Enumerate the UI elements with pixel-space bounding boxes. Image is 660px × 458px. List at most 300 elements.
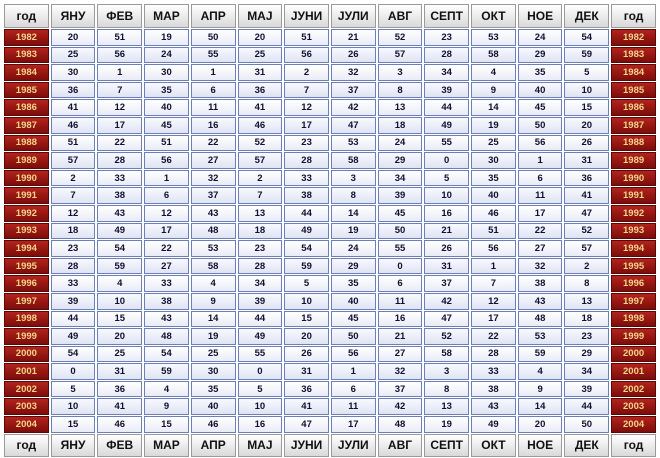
footer-month-10: ОКТ — [471, 434, 516, 457]
value-cell: 28 — [284, 152, 329, 169]
table-row — [4, 416, 656, 433]
value-cell: 2 — [51, 170, 96, 187]
year-month-table — [2, 3, 658, 458]
header-month-12: ДЕК — [564, 4, 609, 28]
value-cell: 55 — [378, 240, 423, 257]
value-cell: 48 — [191, 223, 236, 240]
value-cell: 10 — [284, 293, 329, 310]
value-cell: 8 — [564, 275, 609, 292]
value-cell: 32 — [331, 64, 376, 81]
value-cell: 43 — [144, 311, 189, 328]
value-cell: 12 — [471, 293, 516, 310]
value-cell: 41 — [284, 398, 329, 415]
year-cell-right: 1985 — [611, 82, 656, 99]
value-cell: 51 — [51, 135, 96, 152]
year-cell-right: 2002 — [611, 381, 656, 398]
value-cell: 31 — [424, 258, 469, 275]
table-row — [4, 223, 656, 240]
value-cell: 52 — [424, 328, 469, 345]
value-cell: 25 — [238, 47, 283, 64]
value-cell: 53 — [518, 328, 563, 345]
value-cell: 30 — [51, 64, 96, 81]
value-cell: 6 — [518, 170, 563, 187]
value-cell: 24 — [518, 29, 563, 46]
year-cell-left: 1992 — [4, 205, 49, 222]
value-cell: 47 — [564, 205, 609, 222]
value-cell: 46 — [471, 205, 516, 222]
value-cell: 24 — [144, 47, 189, 64]
value-cell: 23 — [424, 29, 469, 46]
value-cell: 11 — [191, 99, 236, 116]
value-cell: 28 — [471, 346, 516, 363]
value-cell: 34 — [564, 363, 609, 380]
value-cell: 2 — [238, 170, 283, 187]
value-cell: 4 — [144, 381, 189, 398]
value-cell: 45 — [518, 99, 563, 116]
value-cell: 35 — [331, 275, 376, 292]
value-cell: 58 — [331, 152, 376, 169]
value-cell: 13 — [424, 398, 469, 415]
value-cell: 3 — [424, 363, 469, 380]
value-cell: 8 — [378, 82, 423, 99]
value-cell: 43 — [518, 293, 563, 310]
value-cell: 45 — [144, 117, 189, 134]
value-cell: 9 — [144, 398, 189, 415]
value-cell: 31 — [238, 64, 283, 81]
value-cell: 56 — [97, 47, 142, 64]
value-cell: 46 — [97, 416, 142, 433]
value-cell: 10 — [238, 398, 283, 415]
table-row — [4, 117, 656, 134]
value-cell: 16 — [238, 416, 283, 433]
year-cell-left: 1990 — [4, 170, 49, 187]
value-cell: 9 — [191, 293, 236, 310]
value-cell: 14 — [518, 398, 563, 415]
value-cell: 50 — [518, 117, 563, 134]
value-cell: 49 — [424, 117, 469, 134]
value-cell: 52 — [564, 223, 609, 240]
table-row — [4, 258, 656, 275]
table-row — [4, 381, 656, 398]
header-month-4: АПР — [191, 4, 236, 28]
header-year-label-left: год — [4, 4, 49, 28]
value-cell: 26 — [284, 346, 329, 363]
table-row — [4, 99, 656, 116]
value-cell: 0 — [378, 258, 423, 275]
value-cell: 59 — [284, 258, 329, 275]
value-cell: 22 — [518, 223, 563, 240]
value-cell: 34 — [424, 64, 469, 81]
value-cell: 20 — [284, 328, 329, 345]
year-cell-left: 1986 — [4, 99, 49, 116]
year-cell-left: 1983 — [4, 47, 49, 64]
value-cell: 15 — [97, 311, 142, 328]
value-cell: 53 — [471, 29, 516, 46]
footer-month-1: ЯНУ — [51, 434, 96, 457]
year-cell-right: 1989 — [611, 152, 656, 169]
table-row — [4, 135, 656, 152]
value-cell: 41 — [97, 398, 142, 415]
table-row — [4, 82, 656, 99]
header-month-10: ОКТ — [471, 4, 516, 28]
year-cell-left: 1995 — [4, 258, 49, 275]
value-cell: 11 — [518, 187, 563, 204]
value-cell: 31 — [284, 363, 329, 380]
footer-month-9: СЕПТ — [424, 434, 469, 457]
value-cell: 56 — [331, 346, 376, 363]
value-cell: 32 — [518, 258, 563, 275]
value-cell: 43 — [97, 205, 142, 222]
footer-row — [4, 434, 656, 457]
value-cell: 59 — [144, 363, 189, 380]
value-cell: 27 — [144, 258, 189, 275]
value-cell: 35 — [471, 170, 516, 187]
value-cell: 42 — [424, 293, 469, 310]
value-cell: 37 — [191, 187, 236, 204]
value-cell: 19 — [144, 29, 189, 46]
year-cell-right: 1991 — [611, 187, 656, 204]
value-cell: 36 — [284, 381, 329, 398]
value-cell: 35 — [144, 82, 189, 99]
value-cell: 28 — [51, 258, 96, 275]
value-cell: 49 — [471, 416, 516, 433]
value-cell: 59 — [564, 47, 609, 64]
value-cell: 53 — [191, 240, 236, 257]
header-month-8: АВГ — [378, 4, 423, 28]
value-cell: 23 — [51, 240, 96, 257]
value-cell: 25 — [51, 47, 96, 64]
year-cell-right: 1986 — [611, 99, 656, 116]
value-cell: 20 — [564, 117, 609, 134]
value-cell: 16 — [191, 117, 236, 134]
year-cell-left: 2003 — [4, 398, 49, 415]
value-cell: 51 — [284, 29, 329, 46]
value-cell: 0 — [424, 152, 469, 169]
value-cell: 25 — [191, 346, 236, 363]
value-cell: 21 — [424, 223, 469, 240]
value-cell: 44 — [424, 99, 469, 116]
table-row — [4, 346, 656, 363]
header-month-2: ФЕВ — [97, 4, 142, 28]
value-cell: 11 — [378, 293, 423, 310]
value-cell: 21 — [331, 29, 376, 46]
year-cell-right: 2003 — [611, 398, 656, 415]
value-cell: 43 — [191, 205, 236, 222]
year-cell-left: 2001 — [4, 363, 49, 380]
value-cell: 24 — [378, 135, 423, 152]
value-cell: 33 — [284, 170, 329, 187]
value-cell: 9 — [518, 381, 563, 398]
value-cell: 15 — [144, 416, 189, 433]
footer-month-4: АПР — [191, 434, 236, 457]
value-cell: 33 — [471, 363, 516, 380]
value-cell: 39 — [424, 82, 469, 99]
value-cell: 14 — [471, 99, 516, 116]
value-cell: 6 — [331, 381, 376, 398]
value-cell: 30 — [144, 64, 189, 81]
value-cell: 57 — [51, 152, 96, 169]
value-cell: 45 — [378, 205, 423, 222]
year-cell-right: 1997 — [611, 293, 656, 310]
value-cell: 22 — [144, 240, 189, 257]
value-cell: 57 — [564, 240, 609, 257]
value-cell: 57 — [238, 152, 283, 169]
table-row — [4, 328, 656, 345]
table-row — [4, 363, 656, 380]
footer-month-7: ЈУЛИ — [331, 434, 376, 457]
table-row — [4, 311, 656, 328]
value-cell: 12 — [144, 205, 189, 222]
value-cell: 1 — [331, 363, 376, 380]
value-cell: 33 — [97, 170, 142, 187]
value-cell: 54 — [564, 29, 609, 46]
value-cell: 40 — [331, 293, 376, 310]
value-cell: 22 — [471, 328, 516, 345]
value-cell: 19 — [471, 117, 516, 134]
value-cell: 55 — [191, 47, 236, 64]
value-cell: 54 — [144, 346, 189, 363]
value-cell: 2 — [564, 258, 609, 275]
footer-year-label-left: год — [4, 434, 49, 457]
value-cell: 22 — [191, 135, 236, 152]
year-cell-left: 1984 — [4, 64, 49, 81]
value-cell: 38 — [471, 381, 516, 398]
value-cell: 49 — [51, 328, 96, 345]
value-cell: 50 — [378, 223, 423, 240]
value-cell: 17 — [97, 117, 142, 134]
footer-year-label-right: год — [611, 434, 656, 457]
year-cell-left: 1989 — [4, 152, 49, 169]
value-cell: 51 — [97, 29, 142, 46]
value-cell: 19 — [191, 328, 236, 345]
value-cell: 33 — [51, 275, 96, 292]
table-row — [4, 170, 656, 187]
value-cell: 45 — [331, 311, 376, 328]
value-cell: 40 — [518, 82, 563, 99]
year-cell-right: 2000 — [611, 346, 656, 363]
value-cell: 4 — [191, 275, 236, 292]
value-cell: 44 — [284, 205, 329, 222]
value-cell: 56 — [284, 47, 329, 64]
value-cell: 34 — [238, 275, 283, 292]
value-cell: 41 — [238, 99, 283, 116]
header-month-1: ЯНУ — [51, 4, 96, 28]
value-cell: 16 — [378, 311, 423, 328]
value-cell: 36 — [51, 82, 96, 99]
value-cell: 1 — [471, 258, 516, 275]
value-cell: 49 — [238, 328, 283, 345]
footer-month-8: АВГ — [378, 434, 423, 457]
footer-month-11: НОЕ — [518, 434, 563, 457]
header-month-7: ЈУЛИ — [331, 4, 376, 28]
value-cell: 36 — [238, 82, 283, 99]
value-cell: 15 — [564, 99, 609, 116]
value-cell: 48 — [518, 311, 563, 328]
value-cell: 6 — [191, 82, 236, 99]
value-cell: 29 — [564, 346, 609, 363]
value-cell: 59 — [518, 346, 563, 363]
year-cell-right: 1984 — [611, 64, 656, 81]
value-cell: 7 — [238, 187, 283, 204]
value-cell: 39 — [378, 187, 423, 204]
header-year-label-right: год — [611, 4, 656, 28]
value-cell: 48 — [144, 328, 189, 345]
value-cell: 13 — [378, 99, 423, 116]
value-cell: 6 — [144, 187, 189, 204]
value-cell: 28 — [238, 258, 283, 275]
value-cell: 43 — [471, 398, 516, 415]
value-cell: 12 — [51, 205, 96, 222]
year-cell-right: 1999 — [611, 328, 656, 345]
value-cell: 48 — [378, 416, 423, 433]
value-cell: 58 — [471, 47, 516, 64]
value-cell: 58 — [424, 346, 469, 363]
value-cell: 23 — [564, 328, 609, 345]
value-cell: 4 — [97, 275, 142, 292]
value-cell: 17 — [284, 117, 329, 134]
value-cell: 56 — [471, 240, 516, 257]
value-cell: 38 — [518, 275, 563, 292]
value-cell: 30 — [191, 363, 236, 380]
value-cell: 7 — [471, 275, 516, 292]
value-cell: 24 — [331, 240, 376, 257]
value-cell: 37 — [331, 82, 376, 99]
header-month-9: СЕПТ — [424, 4, 469, 28]
value-cell: 11 — [331, 398, 376, 415]
value-cell: 50 — [331, 328, 376, 345]
value-cell: 26 — [564, 135, 609, 152]
value-cell: 47 — [424, 311, 469, 328]
table-row — [4, 275, 656, 292]
value-cell: 5 — [51, 381, 96, 398]
value-cell: 54 — [284, 240, 329, 257]
year-cell-right: 1998 — [611, 311, 656, 328]
value-cell: 9 — [471, 82, 516, 99]
table-row — [4, 187, 656, 204]
value-cell: 20 — [518, 416, 563, 433]
value-cell: 18 — [564, 311, 609, 328]
footer-month-2: ФЕВ — [97, 434, 142, 457]
value-cell: 3 — [331, 170, 376, 187]
value-cell: 5 — [564, 64, 609, 81]
value-cell: 25 — [97, 346, 142, 363]
value-cell: 47 — [284, 416, 329, 433]
value-cell: 27 — [518, 240, 563, 257]
value-cell: 31 — [564, 152, 609, 169]
value-cell: 1 — [144, 170, 189, 187]
value-cell: 0 — [51, 363, 96, 380]
value-cell: 39 — [238, 293, 283, 310]
value-cell: 39 — [564, 381, 609, 398]
value-cell: 10 — [97, 293, 142, 310]
value-cell: 12 — [97, 99, 142, 116]
year-cell-left: 1987 — [4, 117, 49, 134]
value-cell: 59 — [97, 258, 142, 275]
value-cell: 32 — [378, 363, 423, 380]
value-cell: 10 — [564, 82, 609, 99]
value-cell: 8 — [424, 381, 469, 398]
header-row — [4, 4, 656, 28]
value-cell: 18 — [238, 223, 283, 240]
value-cell: 34 — [378, 170, 423, 187]
value-cell: 17 — [144, 223, 189, 240]
year-cell-left: 1997 — [4, 293, 49, 310]
header-month-11: НОЕ — [518, 4, 563, 28]
year-cell-left: 1985 — [4, 82, 49, 99]
value-cell: 36 — [97, 381, 142, 398]
value-cell: 0 — [238, 363, 283, 380]
value-cell: 36 — [564, 170, 609, 187]
value-cell: 1 — [97, 64, 142, 81]
value-cell: 7 — [51, 187, 96, 204]
value-cell: 30 — [471, 152, 516, 169]
table-row — [4, 29, 656, 46]
value-cell: 26 — [424, 240, 469, 257]
value-cell: 27 — [191, 152, 236, 169]
footer-month-3: МАР — [144, 434, 189, 457]
year-cell-left: 1996 — [4, 275, 49, 292]
value-cell: 7 — [97, 82, 142, 99]
value-cell: 57 — [378, 47, 423, 64]
value-cell: 35 — [191, 381, 236, 398]
value-cell: 14 — [191, 311, 236, 328]
value-cell: 56 — [144, 152, 189, 169]
value-cell: 52 — [378, 29, 423, 46]
value-cell: 41 — [564, 187, 609, 204]
value-cell: 20 — [97, 328, 142, 345]
value-cell: 40 — [191, 398, 236, 415]
value-cell: 29 — [331, 258, 376, 275]
value-cell: 50 — [191, 29, 236, 46]
year-cell-left: 1991 — [4, 187, 49, 204]
year-cell-right: 1996 — [611, 275, 656, 292]
value-cell: 1 — [191, 64, 236, 81]
value-cell: 40 — [144, 99, 189, 116]
footer-month-12: ДЕК — [564, 434, 609, 457]
value-cell: 37 — [424, 275, 469, 292]
value-cell: 6 — [378, 275, 423, 292]
value-cell: 19 — [424, 416, 469, 433]
year-cell-right: 1993 — [611, 223, 656, 240]
value-cell: 14 — [331, 205, 376, 222]
year-cell-left: 2004 — [4, 416, 49, 433]
value-cell: 5 — [424, 170, 469, 187]
table-row — [4, 240, 656, 257]
value-cell: 38 — [284, 187, 329, 204]
value-cell: 2 — [284, 64, 329, 81]
year-cell-left: 1982 — [4, 29, 49, 46]
value-cell: 19 — [331, 223, 376, 240]
table-row — [4, 47, 656, 64]
value-cell: 54 — [51, 346, 96, 363]
header-month-5: МАЈ — [238, 4, 283, 28]
value-cell: 53 — [331, 135, 376, 152]
value-cell: 46 — [238, 117, 283, 134]
year-cell-right: 1987 — [611, 117, 656, 134]
value-cell: 15 — [284, 311, 329, 328]
value-cell: 55 — [424, 135, 469, 152]
value-cell: 51 — [471, 223, 516, 240]
value-cell: 56 — [518, 135, 563, 152]
value-cell: 17 — [471, 311, 516, 328]
header-month-3: МАР — [144, 4, 189, 28]
value-cell: 52 — [238, 135, 283, 152]
value-cell: 39 — [51, 293, 96, 310]
value-cell: 13 — [564, 293, 609, 310]
value-cell: 8 — [331, 187, 376, 204]
value-cell: 38 — [144, 293, 189, 310]
value-cell: 21 — [378, 328, 423, 345]
